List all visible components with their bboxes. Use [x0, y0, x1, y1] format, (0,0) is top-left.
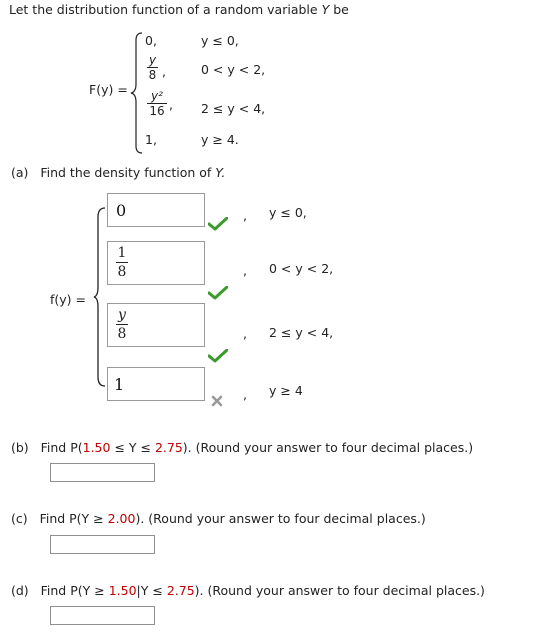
pdf-answer-2[interactable]: y 8: [107, 303, 205, 347]
pdf-row-3-comma: ,: [243, 387, 247, 402]
pdf-row-0-condition: y ≤ 0,: [269, 205, 307, 220]
cdf-label: F(y) =: [89, 82, 128, 97]
pdf-label: f(y) =: [50, 292, 86, 307]
pdf-answer-3[interactable]: 1: [107, 367, 205, 401]
part-a-question: (a) Find the density function of Y.: [11, 165, 226, 180]
cdf-case-3-condition: y ≥ 4.: [201, 132, 239, 147]
cdf-case-2-condition: 2 ≤ y < 4,: [201, 101, 266, 116]
cdf-case-0-value: 0,: [145, 33, 157, 48]
cdf-case-2-fraction: y² 16: [147, 90, 167, 117]
pdf-row-3-condition: y ≥ 4: [269, 383, 303, 398]
part-b-question: (b) Find P(1.50 ≤ Y ≤ 2.75). (Round your answer to four decimal places.): [11, 440, 474, 455]
pdf-row-2-condition: 2 ≤ y < 4,: [269, 325, 334, 340]
check-icon: [208, 349, 228, 363]
part-d-question: (d) Find P(Y ≥ 1.50|Y ≤ 2.75). (Round your answer to four decimal places.): [11, 583, 485, 598]
pdf-brace: [93, 207, 107, 387]
pdf-row-0-comma: ,: [243, 208, 247, 223]
pdf-row-2-comma: ,: [243, 326, 247, 341]
cdf-brace: [130, 32, 144, 154]
intro-text: Let the distribution function of a random variable Y be: [9, 2, 349, 17]
check-icon: [208, 217, 228, 231]
cdf-case-0-condition: y ≤ 0,: [201, 33, 239, 48]
part-c-question: (c) Find P(Y ≥ 2.00). (Round your answer to four decimal places.): [11, 511, 426, 526]
cdf-case-2-suffix: ,: [169, 97, 173, 112]
cdf-case-3-value: 1,: [145, 132, 157, 147]
cdf-case-1-fraction: y 8: [148, 53, 157, 82]
pdf-row-1-comma: ,: [243, 263, 247, 278]
pdf-answer-0[interactable]: 0: [107, 193, 205, 227]
pdf-row-1-condition: 0 < y < 2,: [269, 261, 334, 276]
cdf-case-1-suffix: ,: [162, 64, 166, 79]
cross-icon: [211, 395, 223, 407]
part-c-answer-input[interactable]: [50, 535, 155, 554]
cdf-case-1-condition: 0 < y < 2,: [201, 62, 266, 77]
pdf-answer-1[interactable]: 1 8: [107, 241, 205, 285]
part-d-answer-input[interactable]: [50, 606, 155, 625]
check-icon: [208, 286, 228, 300]
part-b-answer-input[interactable]: [50, 463, 155, 482]
